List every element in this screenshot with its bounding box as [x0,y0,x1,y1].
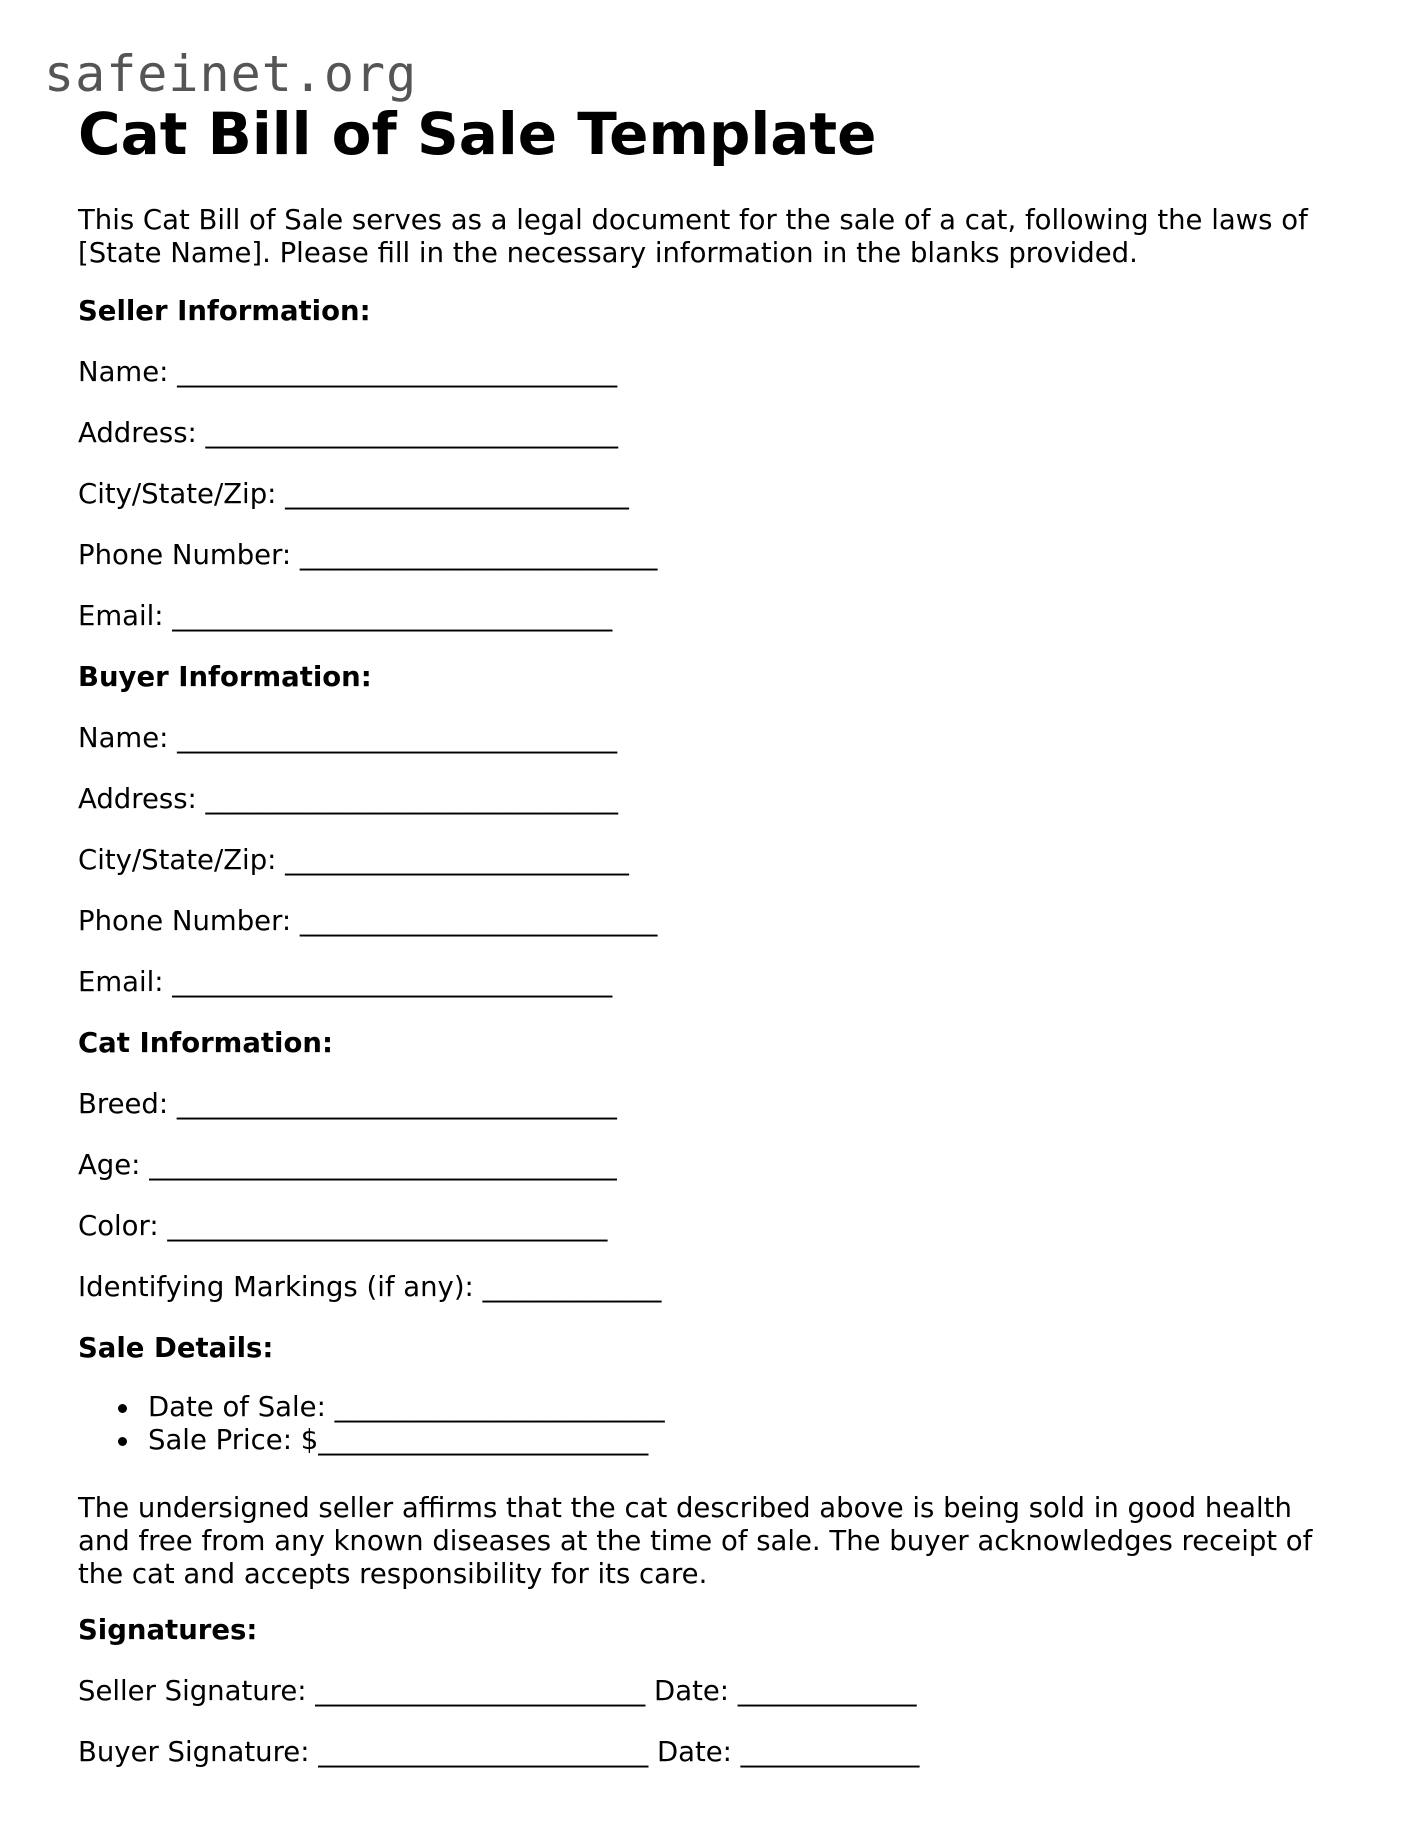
sale-date-field[interactable] [78,1391,665,1424]
bullet-icon [118,1437,127,1446]
cat-age-field[interactable]: Age: __________________________________ [78,1149,617,1181]
seller-name-field[interactable]: Name: ________________________________ [78,356,618,388]
seller-phone-field[interactable]: Phone Number: __________________________ [78,539,658,571]
seller-address-field[interactable]: Address: ______________________________ [78,417,619,449]
buyer-city-field[interactable]: City/State/Zip: _________________________ [78,844,629,876]
sale-section-heading: Sale Details: [78,1332,274,1364]
signatures-section-heading: Signatures: [78,1614,258,1646]
seller-signature-field[interactable]: Seller Signature: ________________________ Date: _____________ [78,1675,917,1707]
buyer-email-field[interactable]: Email: ________________________________ [78,966,613,998]
buyer-section-heading: Buyer Information: [78,661,372,693]
sale-price-field[interactable] [78,1424,665,1457]
cat-breed-field[interactable]: Breed: ________________________________ [78,1088,617,1120]
buyer-address-field[interactable]: Address: ______________________________ [78,783,619,815]
cat-markings-field[interactable]: Identifying Markings (if any): _____________ [78,1271,662,1303]
seller-city-field[interactable]: City/State/Zip: _________________________ [78,478,629,510]
sale-details-list [78,1391,665,1457]
intro-paragraph: This Cat Bill of Sale serves as a legal document for the sale of a cat, following the laws of [State Name]. Please fill in the necessary information in the blanks provided. [78,204,1308,269]
seller-email-field[interactable]: Email: ________________________________ [78,600,613,632]
buyer-signature-field[interactable]: Buyer Signature: ________________________ Date: _____________ [78,1736,920,1768]
sale-price-label: Sale Price: $________________________ [148,1424,649,1456]
document-title: Cat Bill of Sale Template [78,100,877,168]
buyer-name-field[interactable]: Name: ________________________________ [78,722,618,754]
seller-section-heading: Seller Information: [78,295,371,327]
cat-section-heading: Cat Information: [78,1027,333,1059]
watermark: safeinet.org [44,45,418,103]
affirmation-paragraph: The undersigned seller affirms that the cat described above is being sold in good health and free from any known diseases at the time of sale. The buyer acknowledges receipt of the cat and accepts responsibility for its care. [78,1492,1313,1590]
buyer-phone-field[interactable]: Phone Number: __________________________ [78,905,658,937]
sale-date-label: Date of Sale: ________________________ [148,1391,665,1423]
cat-color-field[interactable]: Color: ________________________________ [78,1210,608,1242]
bullet-icon [118,1404,127,1413]
